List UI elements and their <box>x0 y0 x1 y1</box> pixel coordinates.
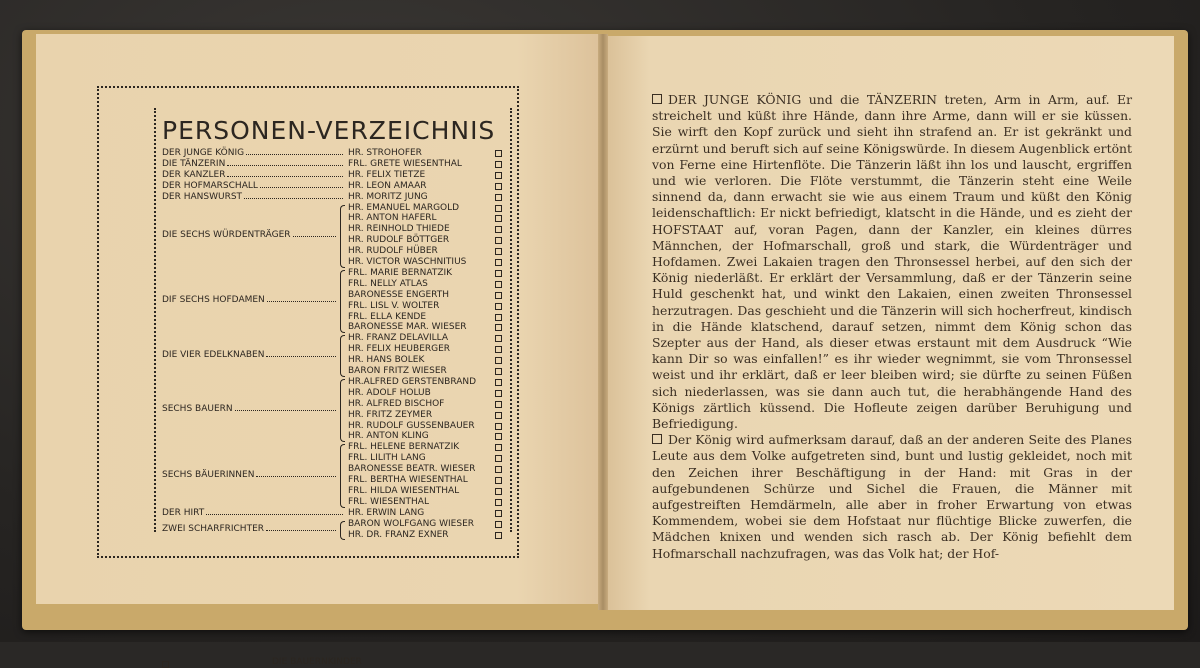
dot-leader <box>235 410 336 411</box>
cast-row <box>162 213 502 224</box>
role-name: SECHS BAUERN <box>162 404 233 415</box>
actor-name: FRL. HILDA WIESENTHAL <box>348 485 460 496</box>
dot-leader <box>256 476 336 477</box>
bullet-box-icon <box>495 433 502 440</box>
actor-name: HR. ERWIN LANG <box>348 507 425 518</box>
actor-name: HR. EMANUEL MARGOLD <box>348 202 460 213</box>
bullet-box-icon <box>495 215 502 222</box>
role-name: DIF SECHS HOFDAMEN <box>162 295 265 306</box>
bullet-box-icon <box>495 335 502 342</box>
bullet-box-icon <box>495 314 502 321</box>
role-name: DIE TÄNZERIN <box>162 158 226 169</box>
cast-row <box>162 486 502 497</box>
bullet-box-icon <box>495 281 502 288</box>
actor-name: HR. ANTON HAFERL <box>348 213 437 224</box>
cast-row <box>162 312 502 323</box>
actor-name: HR. FRITZ ZEYMER <box>348 409 433 420</box>
cast-row <box>162 333 502 344</box>
paragraph <box>652 92 1132 432</box>
cast-row <box>162 257 502 268</box>
dot-leader <box>244 198 343 199</box>
actor-name: FRL. GRETE WIESENTHAL <box>348 158 462 169</box>
bullet-box-icon <box>495 259 502 266</box>
cast-row <box>162 442 502 453</box>
actor-name: FRL. NELLY ATLAS <box>348 278 428 289</box>
cast-row <box>162 377 502 388</box>
dot-leader <box>260 187 343 188</box>
dot-leader <box>246 154 343 155</box>
actor-name: HR. STROHOFER <box>348 148 422 158</box>
cast-row <box>162 431 502 442</box>
group-brace <box>340 335 345 377</box>
actor-name: FRL. ELLA KENDE <box>348 311 427 322</box>
cast-row <box>162 421 502 432</box>
cast-row <box>162 453 502 464</box>
cast-list-title: PERSONEN-VERZEICHNIS <box>162 116 496 145</box>
role-row <box>162 230 502 241</box>
role-row <box>162 192 502 203</box>
role-name: DER HIRT <box>162 507 205 518</box>
paragraph <box>652 432 1132 562</box>
cast-row <box>162 366 502 377</box>
actor-name: HR. DR. FRANZ EXNER <box>348 529 449 540</box>
role-row <box>162 524 502 535</box>
actor-name: BARONESSE ENGERTH <box>348 289 450 300</box>
dot-leader <box>206 514 343 515</box>
dot-leader <box>227 176 343 177</box>
bullet-box-icon <box>495 248 502 255</box>
dot-leader <box>227 165 343 166</box>
bullet-box-icon <box>495 499 502 506</box>
dot-leader <box>267 301 336 302</box>
bullet-box-icon <box>495 455 502 462</box>
role-name: DIE SECHS WÜRDENTRÄGER <box>162 229 291 240</box>
actor-name: HR. ALFRED BISCHOF <box>348 398 445 409</box>
role-name: ZWEI SCHARFRICHTER <box>162 524 265 535</box>
bullet-box-icon <box>495 270 502 277</box>
role-row <box>162 508 502 519</box>
paragraph-bullet-icon <box>652 94 662 104</box>
paragraph-text: Der König wird aufmerksam darauf, daß an der anderen Seite des Planes Leute aus dem Volke aufgetreten sind, bunt und lustig gekleidet, noch mit den Zeichen ihrer Beschäftigung in der Hand: mit Gras in der aufgebundenen Schürze und Sichel die Frauen, die Männer mit aufgestreiften Hemdärmeln, alle aber in froher Erwartung von etwas Kommendem, wobei sie dem Hofstaat nur flüchtige Blicke zuwerfen, die Mädchen knixen und wenden sich rasch ab. Der König befiehlt dem Hofmarschall nachzufragen, was das Volk hat; der Hof- <box>652 432 1132 561</box>
bullet-box-icon <box>495 205 502 212</box>
bullet-box-icon <box>495 444 502 451</box>
actor-name: FRL. HELENE BERNATZIK <box>348 442 460 453</box>
role-name: DER HANSWURST <box>162 191 243 202</box>
role-name: DIE VIER EDELKNABEN <box>162 349 265 360</box>
cast-row <box>162 279 502 290</box>
dot-leader <box>266 356 336 357</box>
cast-row <box>162 388 502 399</box>
bauernkinder-label: DIE BAUERNKINDER <box>272 657 362 667</box>
book-gutter <box>598 34 608 610</box>
actor-name: BARON FRITZ WIESER <box>348 366 447 376</box>
actor-name: FRL. BERTHA WIESENTHAL <box>348 475 468 485</box>
role-row <box>162 470 502 481</box>
dot-leader <box>293 236 336 237</box>
actor-name: HR.ALFRED GERSTENBRAND <box>348 376 477 387</box>
actor-name: BARONESSE BEATR. WIESER <box>348 464 476 475</box>
actor-name: HR. HANS BOLEK <box>348 355 425 366</box>
group-brace <box>340 521 345 541</box>
actor-name: BARON WOLFGANG WIESER <box>348 518 475 529</box>
role-row <box>162 404 502 415</box>
paragraph-text: DER JUNGE KÖNIG und die TÄNZERIN treten, Arm in Arm, auf. Er streichelt und küßt ihre Hände, dann ihre Arme, dann will er sie küssen. Sie wirft den Kopf zurück und sieht ihn strafend an. Er ist gekränkt und erzürnt und beruft sich auf seine Königswürde. In diesem Augenblick ertönt von Ferne eine Hirtenflöte. Die Tänzerin läßt ihn los und lauscht, ergriffen und wie verloren. Die Flöte verstummt, die Tänzerin steht eine Weile sinnend da, dann erwacht sie wie aus einem Traum und küßt den König leidenschaftlich: Er nickt befriedigt, klatscht in die Hände, und es zieht der HOFSTAAT auf, voran Pagen, dann der Kanzler, ein kleines dürres Männchen, der Hofmarschall, groß und stark, die Würdenträger und Hofdamen. Zwei Lakaien tragen den Thronsessel herbei, auf den sich der König niederläßt. Er erklärt der Versammlung, daß er der Tänzerin seine Huld geschenkt hat, und winkt den Lakaien, einen zweiten Thronsessel herzutragen. Das geschieht und die Tänzerin will sich hocherfreut, kindisch in die Hände klatschend, darauf setzen, nimmt dem König schon das Szepter aus der Hand, als dieser etwas erstaunt mit dem Ausdruck “Wie kann Dir so was einfallen!” es ihr wieder wegnimmt, sie vom Thronsessel weist und ihr erklärt, daß er leer bleiben wird; sie dürfte zu seinen Füßen sich niederlassen, was sie dann auch tut, die herabhängende Hand des Königs zärtlich küssend. Die Hofleute zeigen darüber Beruhigung und Befriedigung. <box>652 92 1132 432</box>
bullet-box-icon <box>495 324 502 331</box>
role-name: SECHS BÄUERINNEN <box>162 469 255 480</box>
actor-name: FRL. MARIE BERNATZIK <box>348 267 453 278</box>
actor-name: HR. ADOLF HOLUB <box>348 387 431 398</box>
actor-name: HR. RUDOLF HÜBER <box>348 246 438 257</box>
actor-name: HR. REINHOLD THIEDE <box>348 224 450 235</box>
role-name: DER HOFMARSCHALL <box>162 180 258 191</box>
role-name: DER JUNGE KÖNIG <box>162 148 245 158</box>
cast-row <box>162 497 502 508</box>
actor-name: HR. RUDOLF GUSSENBAUER <box>348 420 475 431</box>
actor-name: FRL. LISL V. WOLTER <box>348 300 440 311</box>
cast-row <box>162 322 502 333</box>
cast-row <box>162 268 502 279</box>
role-row <box>162 170 502 181</box>
bullet-box-icon <box>495 423 502 430</box>
right-page-text <box>652 92 1132 562</box>
group-brace <box>340 379 345 443</box>
group-brace <box>340 205 345 269</box>
role-row <box>162 148 502 159</box>
bauernkinder-bullet-icon <box>162 661 169 668</box>
bullet-box-icon <box>495 390 502 397</box>
role-row <box>162 350 502 361</box>
actor-name: HR. FELIX HEUBERGER <box>348 344 451 355</box>
role-row <box>162 181 502 192</box>
actor-name: FRL. LILITH LANG <box>348 453 426 464</box>
actor-name: HR. ANTON KLING <box>348 431 429 442</box>
actor-name: BARONESSE MAR. WIESER <box>348 322 467 333</box>
role-name: DER KANZLER <box>162 169 226 180</box>
cast-row <box>162 203 502 214</box>
actor-name: HR. RUDOLF BÖTTGER <box>348 235 450 246</box>
paragraph-bullet-icon <box>652 434 662 444</box>
role-row <box>162 295 502 306</box>
actor-name: HR. FRANZ DELAVILLA <box>348 333 449 344</box>
group-brace <box>340 270 345 334</box>
actor-name: FRL. WIESENTHAL <box>348 496 429 507</box>
dot-leader <box>266 530 336 531</box>
bullet-box-icon <box>495 368 502 375</box>
group-brace <box>340 444 345 508</box>
actor-name: HR. LEON AMAAR <box>348 180 427 191</box>
actor-name: HR. MORITZ JUNG <box>348 191 428 202</box>
bullet-box-icon <box>495 379 502 386</box>
bullet-box-icon <box>495 488 502 495</box>
role-row <box>162 159 502 170</box>
actor-name: HR. VICTOR WASCHNITIUS <box>348 257 467 267</box>
cast-row <box>162 246 502 257</box>
actor-name: HR. FELIX TIETZE <box>348 169 426 180</box>
